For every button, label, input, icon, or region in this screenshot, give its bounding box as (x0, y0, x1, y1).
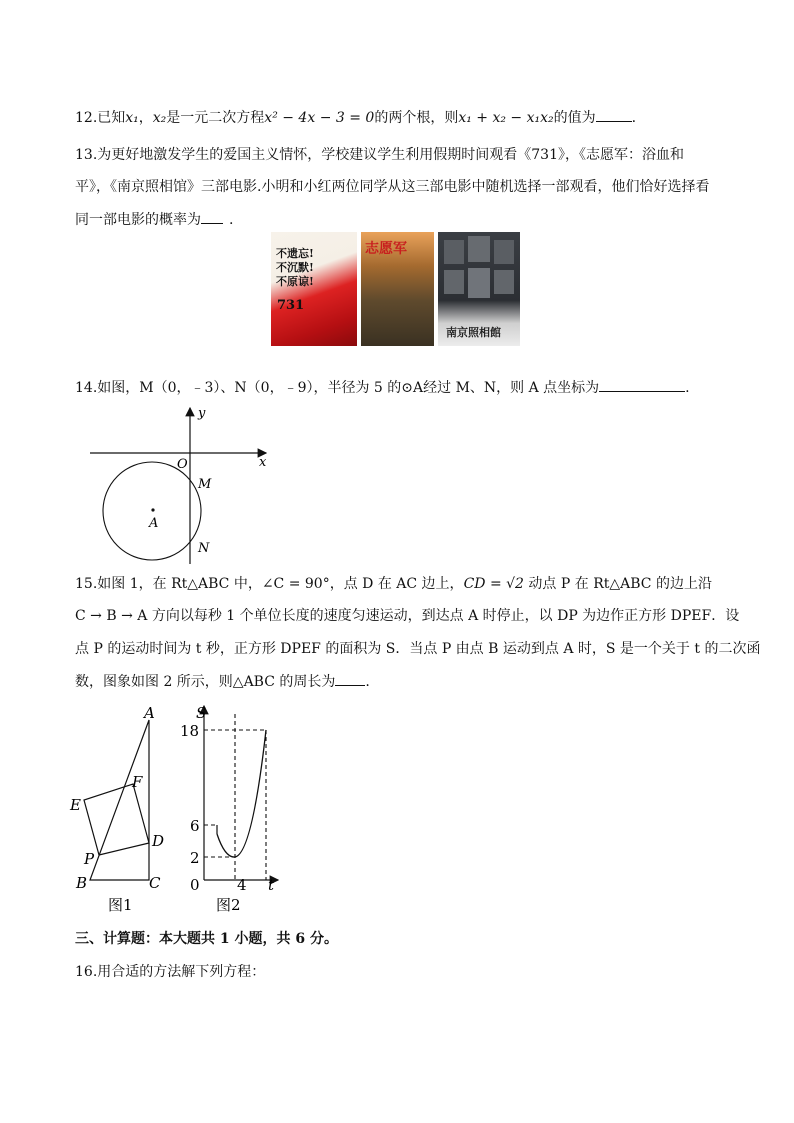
fig2-label-origin: 0 (190, 876, 200, 894)
q15-figure-1 (66, 700, 176, 916)
poster-nanjing-title: 南京照相館 (446, 326, 501, 339)
fig2-curve (217, 730, 266, 857)
triangle-abc (90, 720, 149, 880)
q12-expression: x₁ + x₂ − x₁x₂ (458, 110, 554, 126)
q13-line-3 (75, 209, 233, 230)
poster-731 (271, 232, 357, 346)
q14-label-m: M (198, 477, 212, 492)
fig2-tick-18: 18 (180, 722, 200, 740)
q15-line-4 (75, 671, 370, 692)
q13-line-3-text: 同一部电影的概率为 (75, 212, 201, 228)
fig2-caption: 图2 (216, 896, 241, 914)
q12-text-e: 的值为 (553, 110, 596, 126)
fig1-label-c: C (149, 874, 161, 892)
fig1-label-a: A (144, 704, 155, 722)
question-14 (75, 377, 690, 398)
poster-nanjing-faces (438, 232, 520, 312)
q15-line-1-b: 动点 P 在 Rt△ABC 的边上沿 (523, 576, 712, 592)
q15-end: . (365, 674, 370, 690)
q12-answer-blank[interactable] (596, 107, 632, 122)
q14-label-x: x (259, 455, 267, 470)
q14-label-a: A (149, 516, 159, 531)
fig2-tick-6: 6 (190, 817, 200, 835)
square-dpef (84, 784, 149, 855)
q14-figure (86, 402, 276, 572)
q15-line-3: 点 P 的运动时间为 t 秒，正方形 DPEF 的面积为 S．当点 P 由点 B 运动到点 A 时，S 是一个关于 t 的二次函 (75, 641, 761, 657)
q15-cd: CD = √2 (463, 576, 524, 592)
fig2-label-s: S (196, 704, 207, 722)
q14-answer-blank[interactable] (599, 377, 685, 392)
q12-x2: x₂ (152, 110, 167, 126)
q12-x1: x₁ (125, 110, 139, 126)
q14-end: . (685, 380, 690, 396)
fig1-label-f: F (132, 773, 143, 791)
question-12 (75, 107, 636, 128)
q15-line-2: C → B → A 方向以每秒 1 个单位长度的速度匀速运动，到达点 A 时停止，以 DP 为边作正方形 DPEF．设 (75, 608, 740, 624)
q14-center-point (151, 508, 154, 511)
q12-text-d: 的两个根，则 (374, 110, 459, 126)
q13-line-2: 平》，《南京照相馆》三部电影.小明和小红两位同学从这三部电影中随机选择一部观看，他们恰好选择看 (75, 179, 710, 195)
fig2-tick-2: 2 (190, 849, 200, 867)
q12-number: 12. (75, 110, 98, 126)
fig2-tick-4: 4 (237, 876, 247, 894)
poster-731-number: 731 (277, 298, 305, 313)
section-3-title: 三、计算题：本大题共 1 小题，共 6 分。 (75, 931, 338, 947)
poster-731-line-2: 不沉默! (276, 261, 314, 274)
fig1-label-d: D (152, 832, 165, 850)
q14-label-o: O (177, 457, 188, 472)
q15-line-1 (75, 574, 712, 594)
poster-volunteer (361, 232, 434, 346)
movie-posters (271, 232, 521, 347)
fig1-label-p: P (84, 850, 95, 868)
question-16: 16.用合适的方法解下列方程： (75, 964, 266, 980)
q12-text-a: 已知 (97, 110, 126, 126)
fig1-caption: 图1 (108, 896, 133, 914)
q12-end: . (631, 110, 637, 126)
q15-answer-blank[interactable] (335, 671, 365, 686)
fig2-label-t: t (268, 876, 275, 894)
poster-nanjing (438, 232, 520, 346)
poster-volunteer-title: 志愿军 (365, 241, 407, 257)
fig1-label-b: B (76, 874, 88, 892)
q13-answer-blank[interactable] (201, 209, 223, 224)
q15-line-1-a: 15.如图 1，在 Rt△ABC 中，∠C = 90°，点 D 在 AC 边上， (75, 576, 464, 592)
poster-731-line-3: 不原谅! (276, 275, 314, 288)
q13-line-1: 13.为更好地激发学生的爱国主义情怀，学校建议学生利用假期时间观看《731》，《志愿军：浴血和 (75, 147, 684, 163)
q12-text-c: 是一元二次方程 (166, 110, 265, 126)
q15-line-4-text: 数，图象如图 2 所示，则△ABC 的周长为 (75, 674, 336, 690)
q12-equation: x² − 4x − 3 = 0 (264, 110, 375, 126)
fig1-label-e: E (70, 796, 81, 814)
q15-figure-2 (178, 700, 288, 916)
q12-text-b: ， (138, 110, 153, 126)
q14-label-n: N (198, 541, 210, 556)
poster-731-line-1: 不遗忘! (276, 247, 314, 260)
q14-text: 14.如图，M（0，﹣3）、N（0，﹣9），半径为 5 的⊙A经过 M、N，则 A 点坐标为 (75, 380, 600, 396)
q13-end: . (229, 212, 234, 228)
q14-label-y: y (198, 406, 206, 421)
